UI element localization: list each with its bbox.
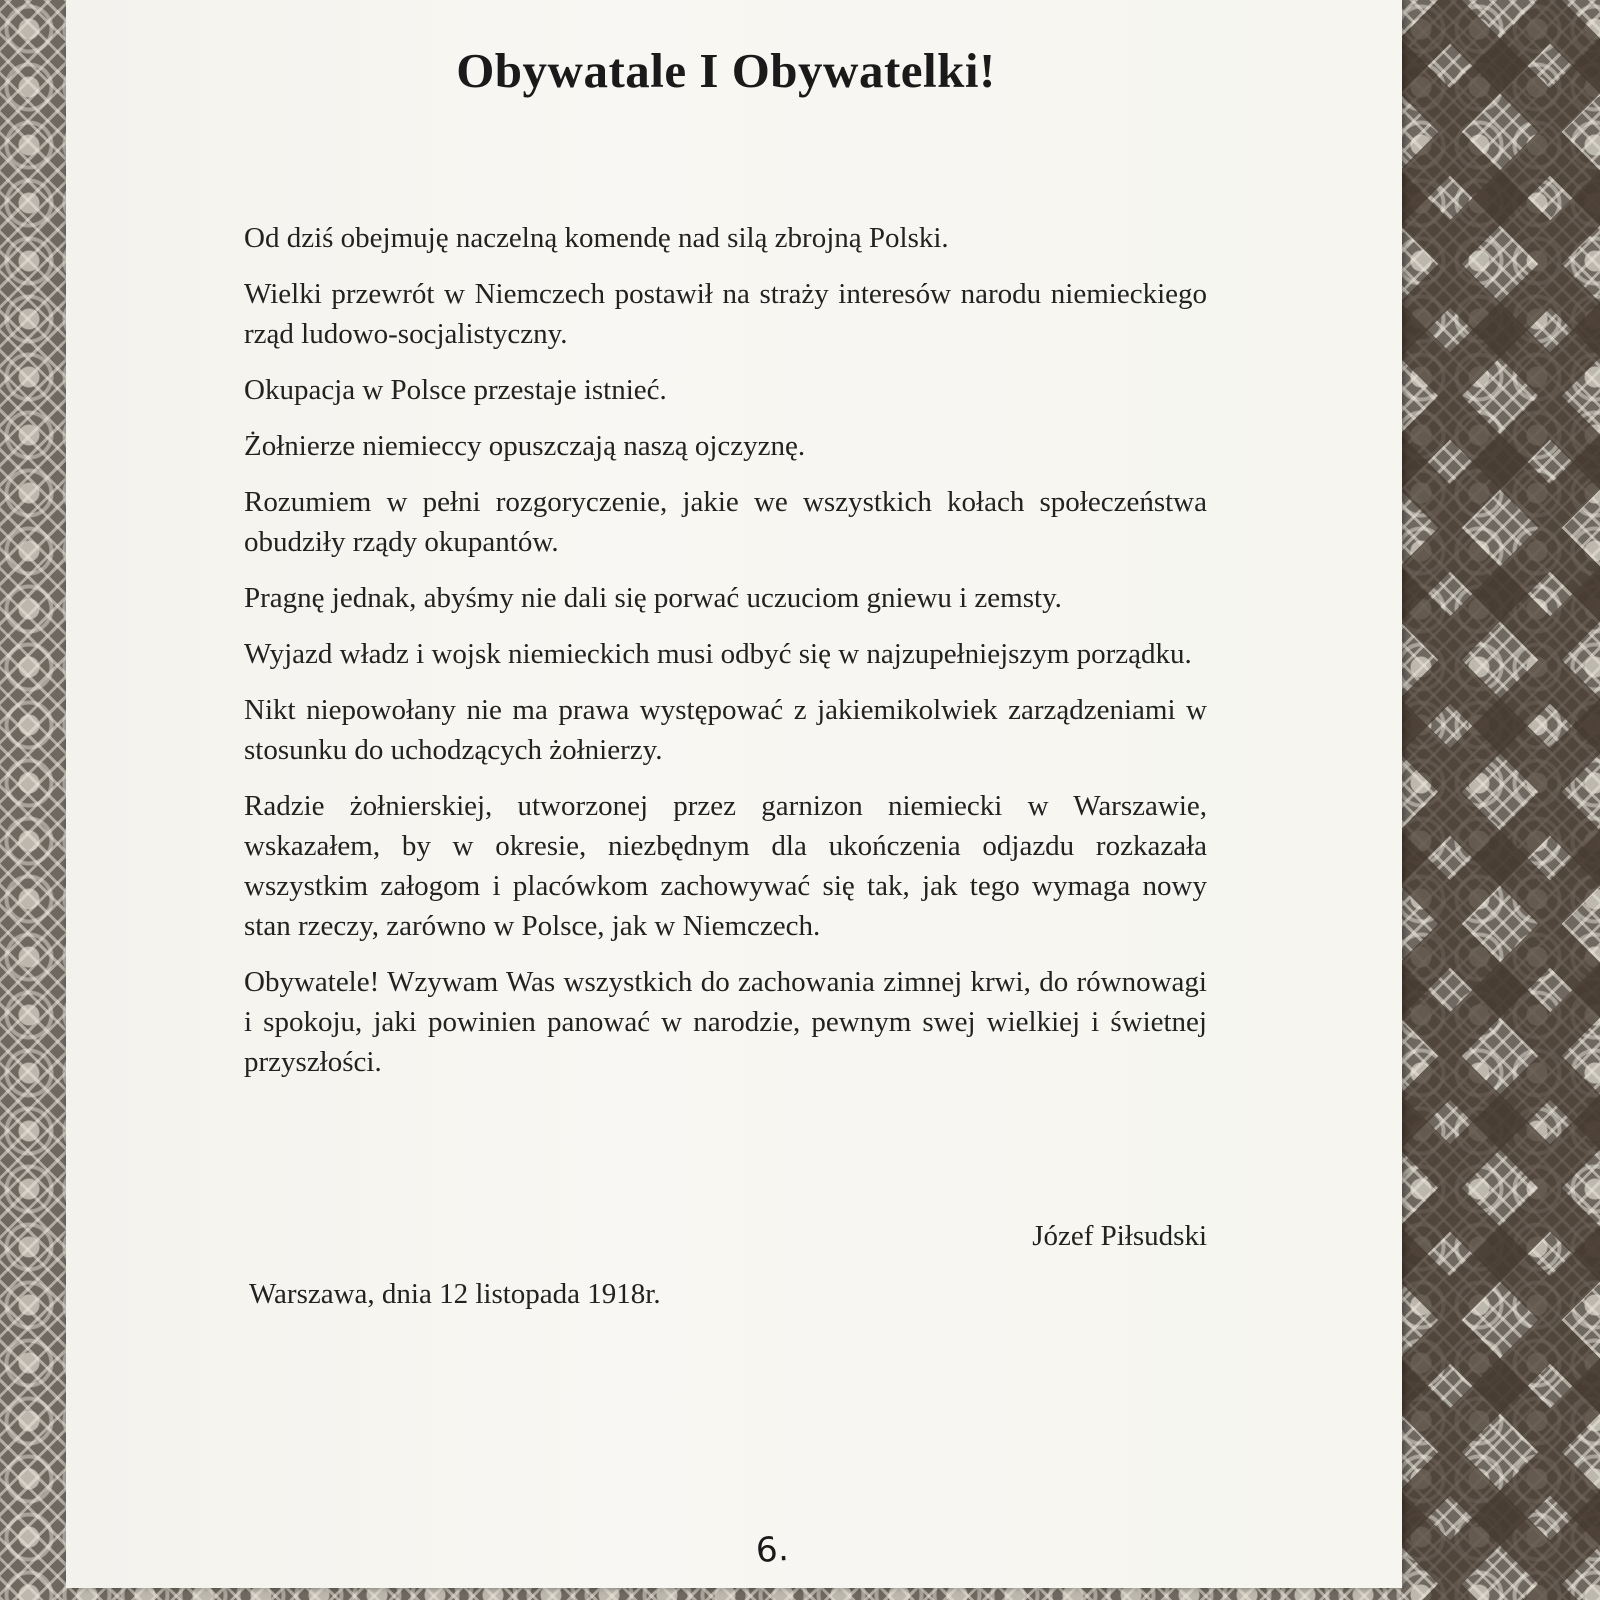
paragraph: Radzie żołnierskiej, utworzonej przez garnizon niemiecki w Warszawie, wskazałem, by w okresie, niezbędnym dla ukończenia odjazdu rozkazała wszystkim załogom i placówkom zachowywać się tak, jak tego wymaga nowy stan rzeczy, zarówno w Polsce, jak w Niemczech.: [244, 790, 1207, 942]
place-date: Warszawa, dnia 12 listopada 1918r.: [249, 1278, 661, 1310]
document-body: [244, 218, 1207, 1098]
paragraph: Wielki przewrót w Niemczech postawił na straży interesów narodu niemieckiego rząd ludowo-socjalistyczny.: [244, 278, 1207, 350]
paragraph: Obywatele! Wzywam Was wszystkich do zachowania zimnej krwi, do równowagi i spokoju, jaki powinien panować w narodzie, pewnym swej wielkiej i świetnej przyszłości.: [244, 966, 1207, 1078]
paragraph: Żołnierze niemieccy opuszczają naszą ojczyznę.: [244, 430, 806, 462]
handwritten-page-number: 6.: [754, 1528, 790, 1572]
lace-background-left: [0, 0, 66, 1600]
paragraph: Od dziś obejmuję naczelną komendę nad silą zbrojną Polski.: [244, 222, 949, 254]
paragraph: Rozumiem w pełni rozgoryczenie, jakie we wszystkich kołach społeczeństwa obudziły rządy okupantów.: [244, 486, 1207, 558]
signature: Józef Piłsudski: [1032, 1220, 1207, 1252]
paragraph: Pragnę jednak, abyśmy nie dali się porwać uczuciom gniewu i zemsty.: [244, 582, 1062, 614]
lace-background-right: [1402, 0, 1600, 1600]
paragraph: Nikt niepowołany nie ma prawa występować z jakiemikolwiek zarządzeniami w stosunku do uchodzących żołnierzy.: [244, 694, 1207, 766]
paragraph: Wyjazd władz i wojsk niemieckich musi odbyć się w najzupełniejszym porządku.: [244, 638, 1192, 670]
paragraph: Okupacja w Polsce przestaje istnieć.: [244, 374, 667, 406]
document-title: Obywatale I Obywatelki!: [456, 43, 996, 98]
document-page: [66, 0, 1402, 1588]
